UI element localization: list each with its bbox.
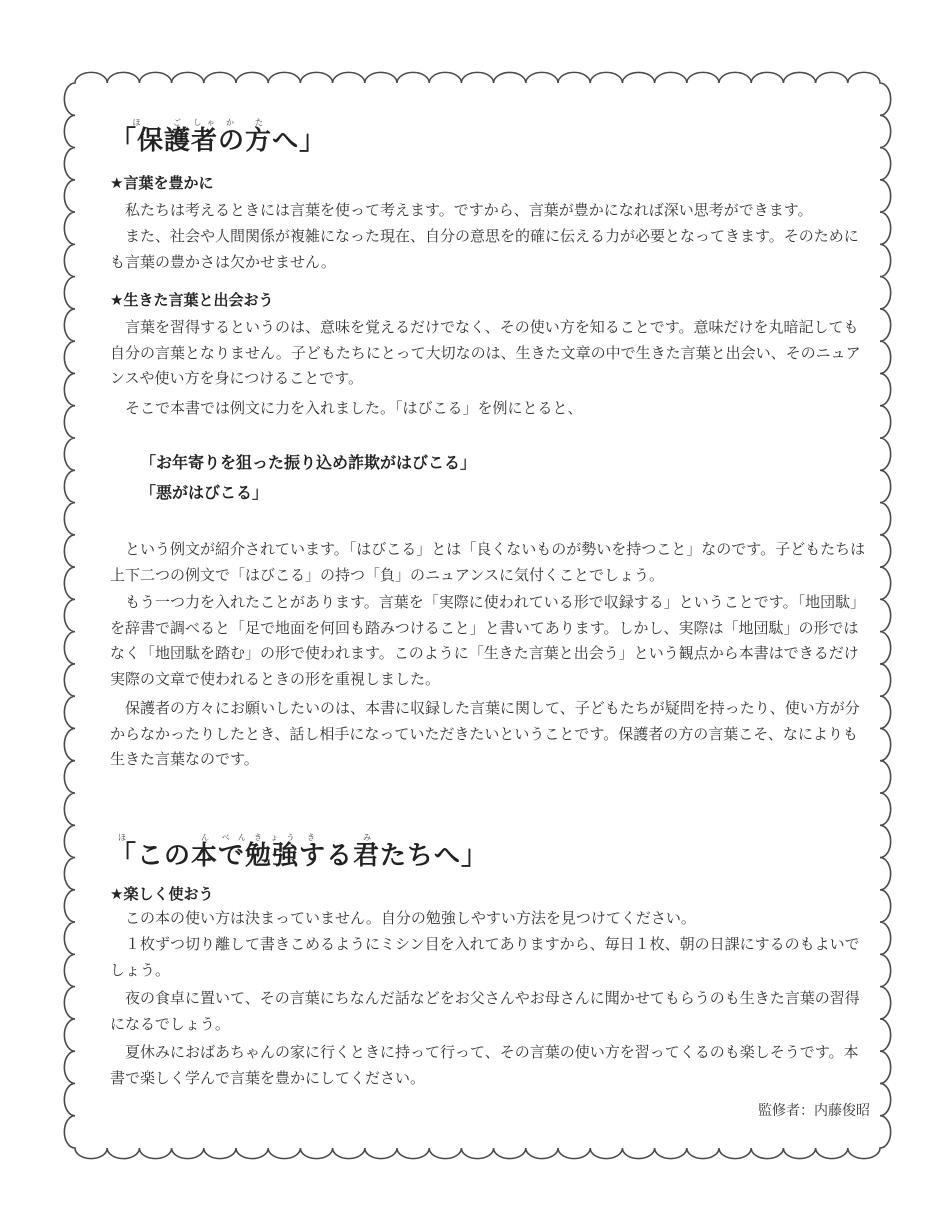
section2-para-3: 夜の食卓に置いて、その言葉にちなんだ話などをお父さんやお母さんに聞かせてもらうのも生きた言葉の習得になるでしょう。: [110, 989, 860, 1033]
section2-para-2: １枚ずつ切り離して書きこめるようにミシン目を入れてありますから、毎日１枚、朝の日課にするのもよいでしょう。: [110, 935, 860, 979]
section2-sub1-heading: ★楽しく使おう: [110, 885, 214, 903]
section1-sub2-para-1: 言葉を習得するというのは、意味を覚えるだけでなく、その使い方を知ることです。意味だけを丸暗記しても自分の言葉となりません。子どもたちにとって大切なのは、生きた文章の中で生きた言葉と出会い、そのニュアンスや使い方を身につけることです。: [110, 318, 861, 387]
section1-sub1-para-1: 私たちは考えるときには言葉を使って考えます。ですから、言葉が豊かになれば深い思考ができます。: [125, 201, 813, 219]
section1-title: 「保ほ護ご者しゃの方かたへ」: [110, 118, 327, 156]
section2-title: 「この本ほんで勉強べんきょうする君きみたちへ」: [110, 833, 489, 871]
section2-para-1: この本の使い方は決まっていません。自分の勉強しやすい方法を見つけてください。: [125, 909, 696, 927]
section2-para-4: 夏休みにおばあちゃんの家に行くときに持って行って、その言葉の使い方を習ってくるのも楽しそうです。本書で楽しく学んで言葉を豊かにしてください。: [110, 1043, 859, 1087]
example-2: 「悪がはびこる」: [140, 483, 269, 502]
section1-sub2-para-3: という例文が紹介されています。「はびこる」とは「良くないものが勢いを持つこと」なのです。子どもたちは上下二つの例文で「はびこる」の持つ「負」のニュアンスに気付くことでしょう。: [110, 540, 866, 584]
section1-sub2-para-4: もう一つ力を入れたことがあります。言葉を「実際に使われている形で収録する」ということです。「地団駄」を辞書で調べると「足で地面を何回も踏みつけること」と書いてあります。しかし、実際は「地団駄」の形ではなく「地団駄を踏む」の形で使われます。このように「生きた言葉と出会う」という観点から本書はできるだけ実際の文章で使われるときの形を重視しました。: [110, 593, 866, 688]
section1-sub1-heading: ★言葉を豊かに: [110, 174, 214, 192]
example-1: 「お年寄りを狙った振り込め詐欺がはびこる」: [140, 453, 477, 472]
section1-sub1-para-2: また、社会や人間関係が複雑になった現在、自分の意思を的確に伝える力が必要となってきます。そのためにも言葉の豊かさは欠かせません。: [110, 227, 859, 271]
section1-sub2-para-2: そこで本書では例文に力を入れました。「はびこる」を例にとると、: [125, 399, 583, 417]
signature: 監修者：内藤俊昭: [758, 1103, 870, 1119]
section1-sub2-heading: ★生きた言葉と出会おう: [110, 291, 274, 309]
section1-sub2-para-5: 保護者の方々にお願いしたいのは、本書に収録した言葉に関して、子どもたちが疑問を持ったり、使い方が分からなかったりしたとき、話し相手になっていただきたいということです。保護者の方の言葉こそ、なによりも生きた言葉なのです。: [110, 699, 860, 768]
